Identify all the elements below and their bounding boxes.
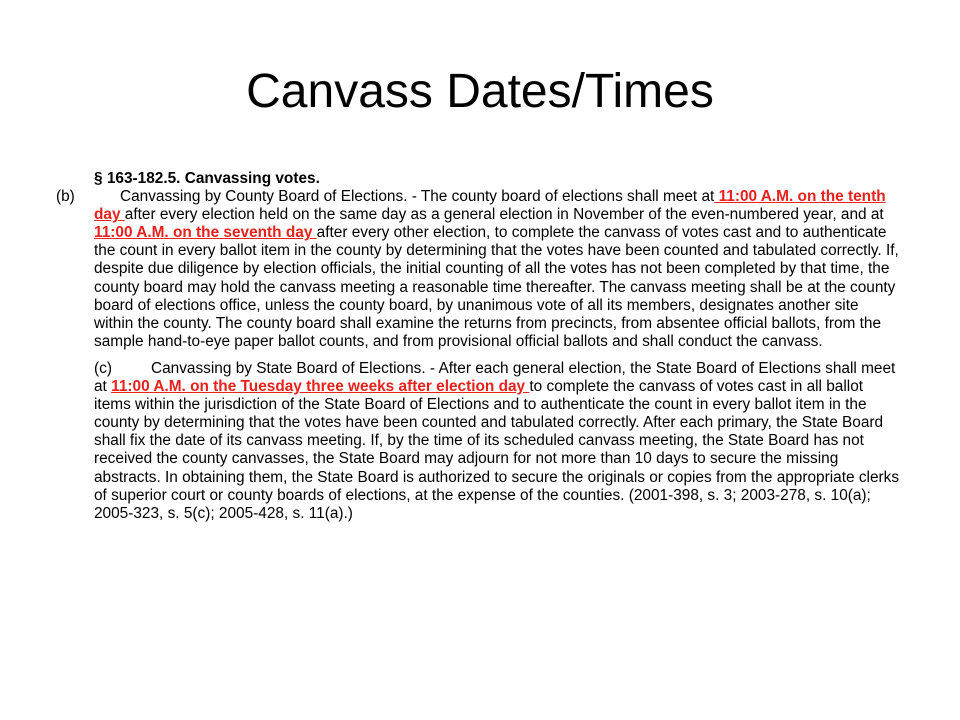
- paragraph-b-highlight-seventh-day: 11:00 A.M. on the seventh day: [94, 224, 317, 242]
- paragraph-b: [56, 188, 902, 351]
- paragraph-b-text-3: after every other election, to complete the canvass of votes cast and to authenticate the count in every ballot item in the county by determining that the votes have been counted and tabulated correctly. If, despite due diligence by election officials, the initial counting of all the votes has not been completed by that time, the county board may hold the canvass meeting a reasonable time thereafter. The canvass meeting shall be at the county board of elections office, unless the county board, by unanimous vote of all its members, designates another site within the county. The county board shall examine the returns from precincts, from absentee official ballots, from the sample hand-to-eye paper ballot counts, and from provisional official ballots and shall conduct the canvass.: [94, 224, 899, 350]
- section-heading: § 163-182.5. Canvassing votes.: [94, 170, 320, 187]
- paragraph-c-marker: (c): [94, 359, 112, 377]
- paragraph-b-highlight-tenth-day: 11:00 A.M. on the tenth day: [94, 188, 886, 224]
- paragraph-c-text-1: Canvassing by State Board of Elections. - After each general election, the State Board of Elections shall meet at: [94, 359, 896, 396]
- paragraph-b-text-1: Canvassing by County Board of Elections. - The county board of elections shall meet at: [120, 188, 715, 206]
- paragraph-b-marker: (b): [56, 188, 75, 206]
- paragraph-b-text-2: after every election held on the same day as a general election in November of the even-numbered year, and at: [124, 206, 884, 224]
- slide-title: Canvass Dates/Times: [246, 65, 714, 118]
- paragraph-c: [56, 360, 902, 523]
- paragraph-c-highlight-tuesday: 11:00 A.M. on the Tuesday three weeks after election day: [111, 378, 530, 396]
- paragraph-c-text-2: to complete the canvass of votes cast in all ballot items within the jurisdiction of the State Board of Elections and to authenticate the count in every ballot item in the county by determining that the votes have been counted and tabulated correctly. After each primary, the State Board shall fix the date of its canvass meeting. If, by the time of its scheduled canvass meeting, the State Board has not received the county canvasses, the State Board may adjourn for not more than 10 days to secure the missing abstracts. In obtaining them, the State Board is authorized to secure the originals or copies from the appropriate clerks of superior court or county boards of elections, at the expense of the counties. (2001-398, s. 3; 2003-278, s. 10(a); 2005-323, s. 5(c); 2005-428, s. 11(a).): [94, 378, 900, 522]
- slide-body: [56, 170, 902, 523]
